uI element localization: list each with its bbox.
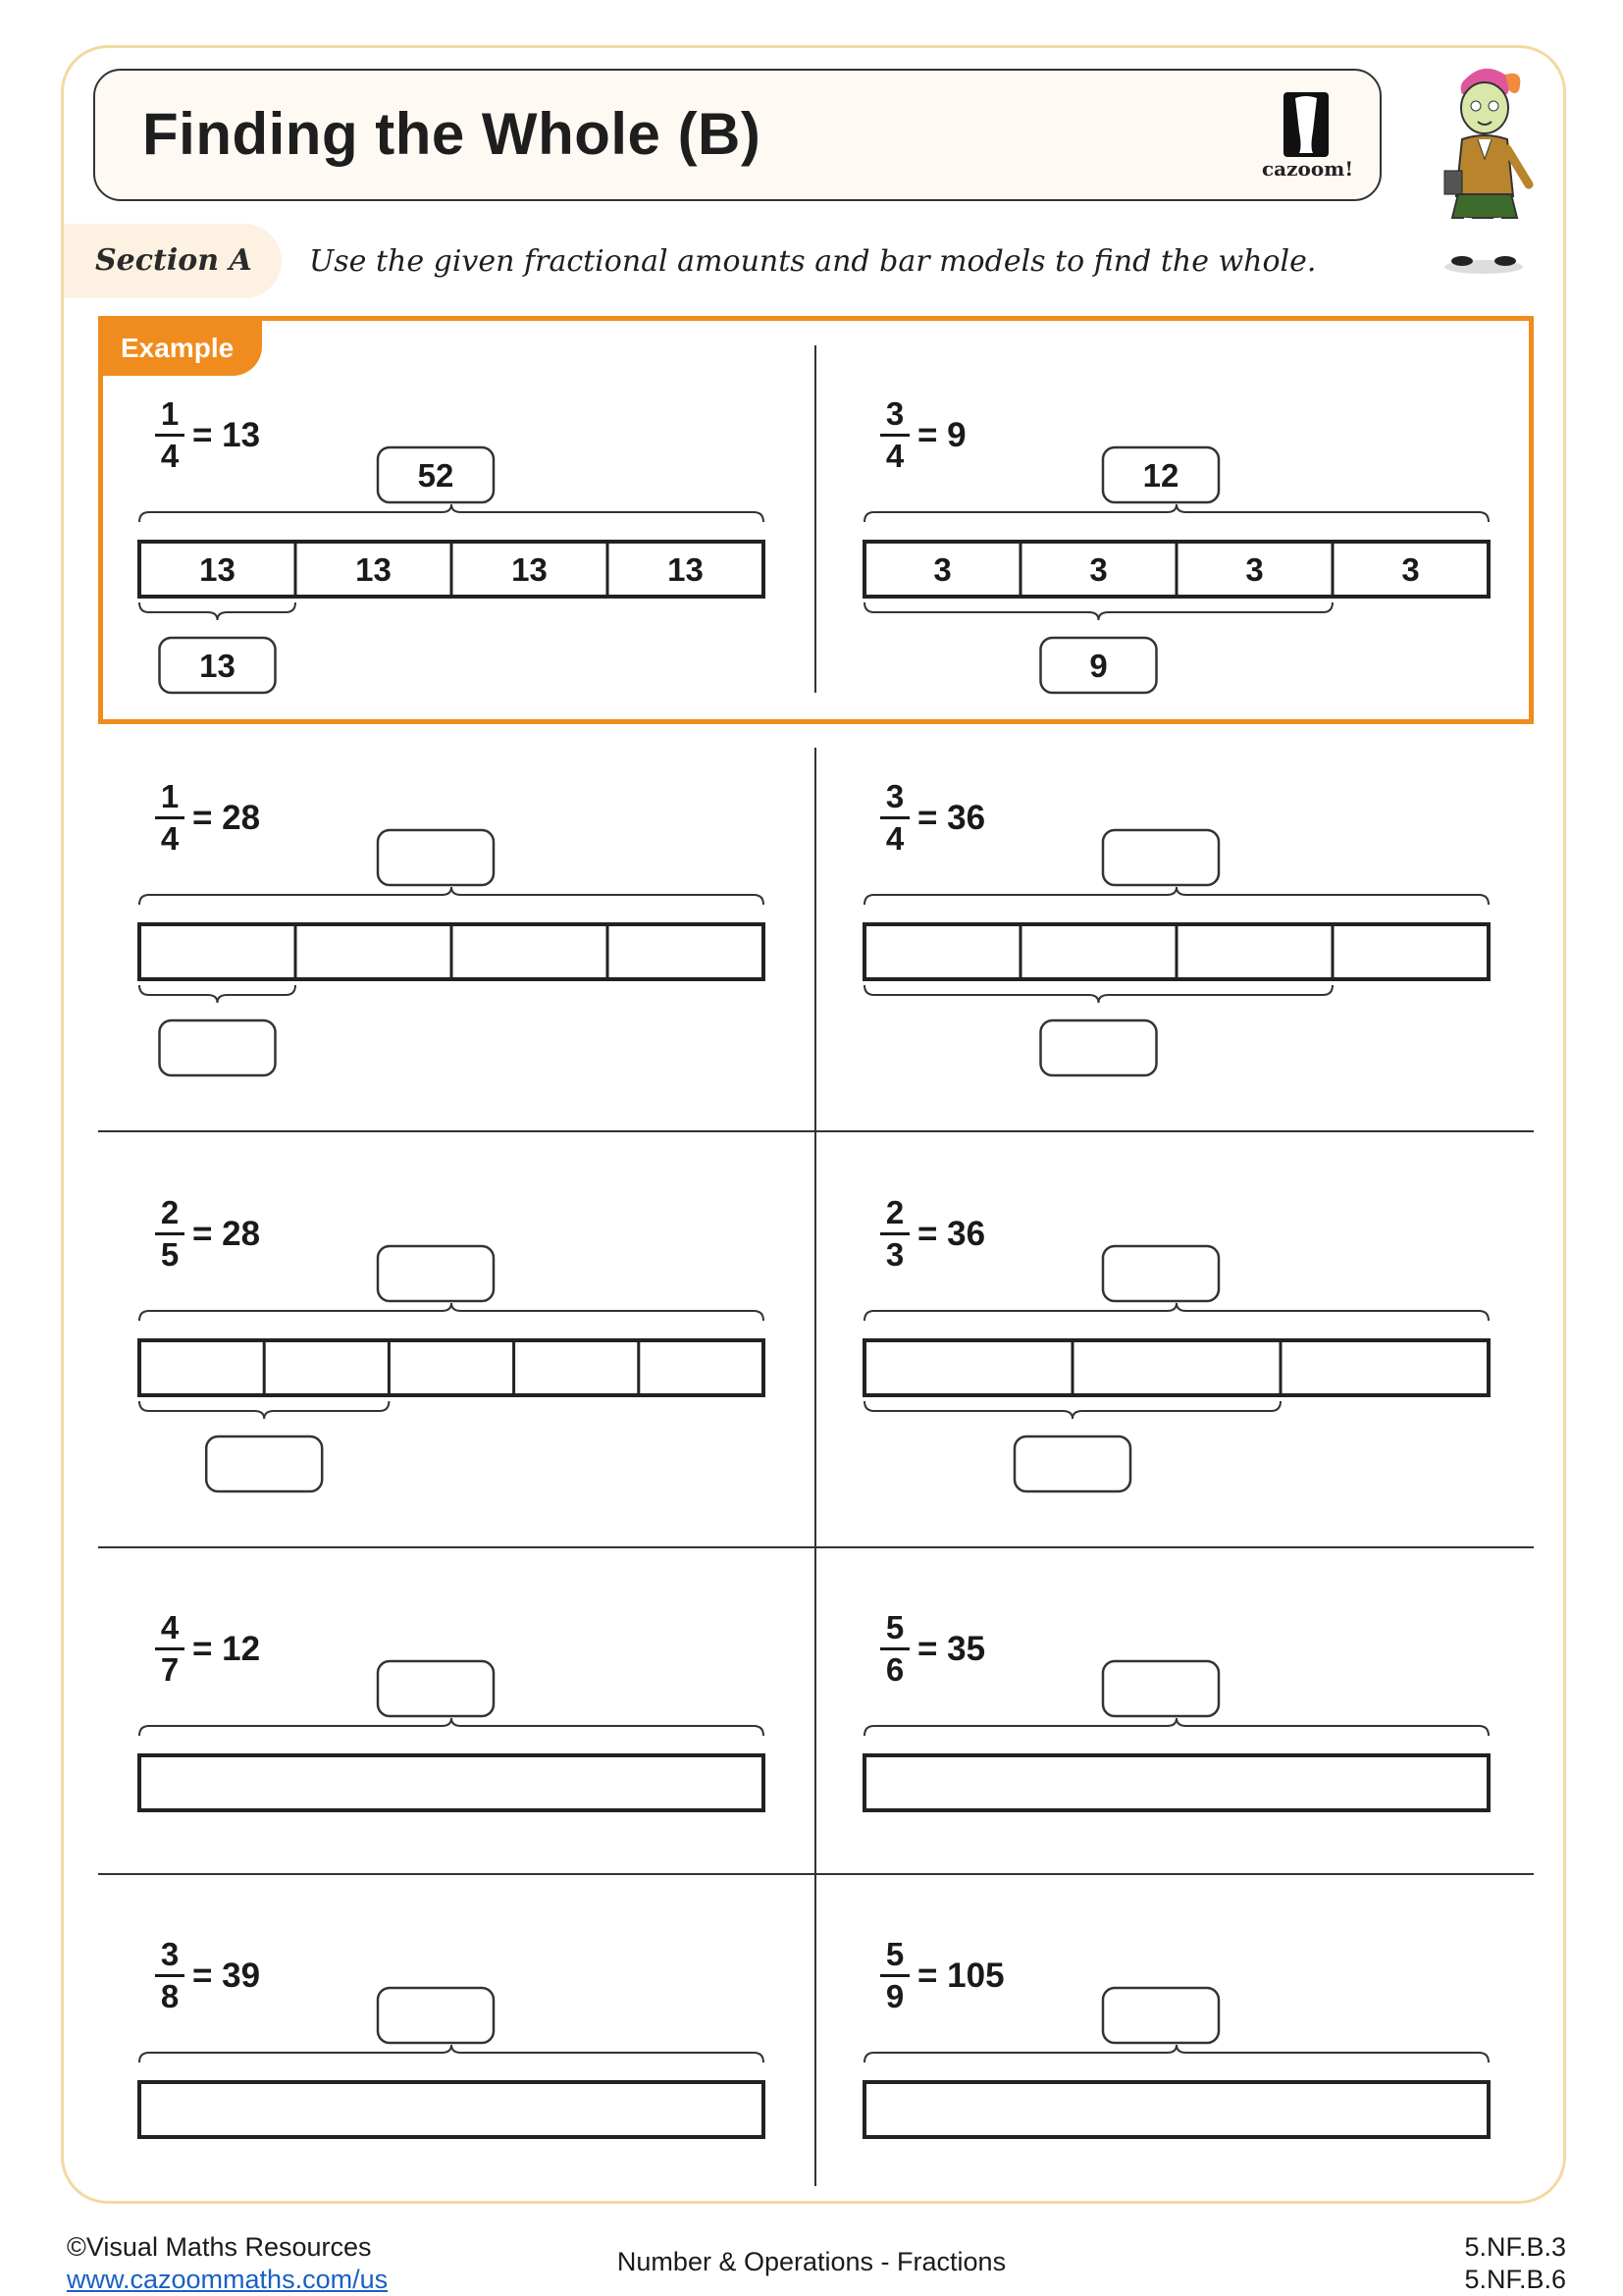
fraction-denominator: 3 (885, 1236, 905, 1273)
problem-8 (880, 1937, 1528, 2231)
example-problem-2 (880, 396, 1528, 691)
part-brace (864, 985, 1333, 1003)
fraction-numerator: 2 (885, 1194, 905, 1230)
whole-brace (864, 1303, 1489, 1321)
fraction-value: = 105 (917, 1957, 1005, 1995)
whole-brace (139, 1303, 763, 1321)
fraction-value: = 28 (192, 1215, 261, 1253)
bar-cell[interactable] (1283, 1343, 1486, 1392)
fraction-numerator: 3 (160, 1936, 180, 1972)
bar-model (155, 396, 803, 691)
fraction-numerator: 4 (160, 1609, 180, 1645)
whole-answer-box[interactable] (378, 1661, 494, 1716)
bar-model (880, 396, 1528, 691)
bar-cell[interactable] (642, 1343, 760, 1392)
instruction-text: Use the given fractional amounts and bar models to find the whole. (309, 244, 1317, 279)
section-label: Section A (64, 224, 282, 298)
whole-answer-box-value: 12 (1142, 457, 1179, 494)
standard-code: 5.NF.B.6 (1464, 2265, 1566, 2294)
bar-model (880, 779, 1528, 1073)
bar-cell-value: 13 (667, 551, 704, 588)
whole-answer-box-value: 52 (417, 457, 454, 494)
problem-4 (880, 1195, 1528, 1489)
bar-cell-value: 13 (355, 551, 392, 588)
part-answer-box-value: 13 (199, 648, 236, 684)
bar-cell-value: 3 (1089, 551, 1108, 588)
bar-cell-value: 3 (933, 551, 952, 588)
bar-cell-value: 13 (511, 551, 548, 588)
bar-cell[interactable] (1179, 927, 1330, 976)
website-link[interactable]: www.cazoommaths.com/us (67, 2265, 389, 2294)
fraction-numerator: 3 (885, 778, 905, 814)
fraction-denominator: 4 (885, 820, 905, 857)
bar-cell[interactable] (1023, 927, 1174, 976)
fraction-denominator: 4 (160, 820, 180, 857)
fraction-denominator: 4 (885, 438, 905, 474)
whole-brace (139, 2045, 763, 2062)
whole-brace (864, 2045, 1489, 2062)
fraction-value: = 36 (917, 1215, 986, 1253)
bar-cell-value: 13 (199, 551, 236, 588)
whole-brace (139, 1718, 763, 1736)
fraction-numerator: 1 (160, 778, 180, 814)
whole-brace (139, 887, 763, 905)
part-brace (864, 602, 1333, 620)
whole-answer-box[interactable] (1103, 1988, 1219, 2043)
example-label: Example (103, 321, 262, 376)
whole-answer-box[interactable] (1103, 1661, 1219, 1716)
whole-brace (864, 1718, 1489, 1736)
whole-brace (864, 887, 1489, 905)
problem-2 (880, 779, 1528, 1073)
bar-cell[interactable] (267, 1343, 386, 1392)
bar-model (880, 1610, 1528, 1905)
fraction-denominator: 6 (885, 1651, 905, 1688)
fraction-numerator: 5 (885, 1609, 905, 1645)
fraction-denominator: 8 (160, 1978, 180, 2014)
bar-cell[interactable] (610, 927, 760, 976)
part-brace (864, 1401, 1281, 1419)
fraction-value: = 28 (192, 799, 261, 837)
fraction-numerator: 1 (160, 395, 180, 432)
part-answer-box[interactable] (206, 1436, 322, 1491)
footer-standards (1464, 2231, 1566, 2296)
fraction-denominator: 4 (160, 438, 180, 474)
bar-cell-value: 3 (1245, 551, 1264, 588)
copyright-text: ©Visual Maths Resources (67, 2232, 372, 2262)
fraction-value: = 12 (192, 1630, 261, 1668)
whole-answer-box[interactable] (1103, 1246, 1219, 1301)
problem-3 (155, 1195, 803, 1489)
bar-answer-area[interactable] (867, 2085, 1486, 2134)
problem-6 (880, 1610, 1528, 1905)
bar-model (155, 1610, 803, 1905)
page-title: Finding the Whole (B) (142, 101, 761, 167)
whole-answer-box[interactable] (378, 1246, 494, 1301)
problem-5 (155, 1610, 803, 1905)
fraction-value: = 9 (917, 416, 967, 454)
fraction-denominator: 9 (885, 1978, 905, 2014)
bar-cell[interactable] (142, 1343, 261, 1392)
fraction-value: = 35 (917, 1630, 986, 1668)
fraction-value: = 36 (917, 799, 986, 837)
part-answer-box[interactable] (160, 1020, 276, 1075)
bar-cell[interactable] (1075, 1343, 1278, 1392)
footer-topic: Number & Operations - Fractions (616, 2247, 1007, 2276)
bar-cell[interactable] (142, 927, 292, 976)
whole-brace (864, 504, 1489, 522)
problem-7 (155, 1937, 803, 2231)
bar-cell[interactable] (1335, 927, 1486, 976)
bar-cell-value: 3 (1401, 551, 1420, 588)
problem-1 (155, 779, 803, 1073)
bar-answer-area[interactable] (142, 1758, 760, 1807)
bar-model (155, 779, 803, 1073)
part-brace (139, 602, 295, 620)
part-answer-box[interactable] (1041, 1020, 1157, 1075)
bar-model (155, 1937, 803, 2231)
standard-code: 5.NF.B.3 (1464, 2232, 1566, 2262)
part-brace (139, 985, 295, 1003)
fraction-value: = 13 (192, 416, 261, 454)
bar-model (880, 1937, 1528, 2231)
fraction-denominator: 5 (160, 1236, 180, 1273)
bar-model (155, 1195, 803, 1489)
example-problem-1 (155, 396, 803, 691)
part-answer-box[interactable] (1015, 1436, 1130, 1491)
bar-cell[interactable] (392, 1343, 510, 1392)
bar-cell[interactable] (867, 927, 1018, 976)
bar-model (880, 1195, 1528, 1489)
part-answer-box-value: 9 (1089, 648, 1108, 684)
fraction-numerator: 3 (885, 395, 905, 432)
fraction-numerator: 5 (885, 1936, 905, 1972)
bar-cell[interactable] (517, 1343, 636, 1392)
whole-answer-box[interactable] (378, 830, 494, 885)
fraction-numerator: 2 (160, 1194, 180, 1230)
bar-cell[interactable] (298, 927, 448, 976)
fraction-value: = 39 (192, 1957, 261, 1995)
bar-answer-area[interactable] (867, 1758, 1486, 1807)
fraction-denominator: 7 (160, 1651, 180, 1688)
whole-answer-box[interactable] (378, 1988, 494, 2043)
logo-text: cazoom! (1262, 157, 1354, 181)
part-brace (139, 1401, 389, 1419)
bar-answer-area[interactable] (142, 2085, 760, 2134)
bar-cell[interactable] (454, 927, 604, 976)
whole-brace (139, 504, 763, 522)
whole-answer-box[interactable] (1103, 830, 1219, 885)
bar-cell[interactable] (867, 1343, 1070, 1392)
